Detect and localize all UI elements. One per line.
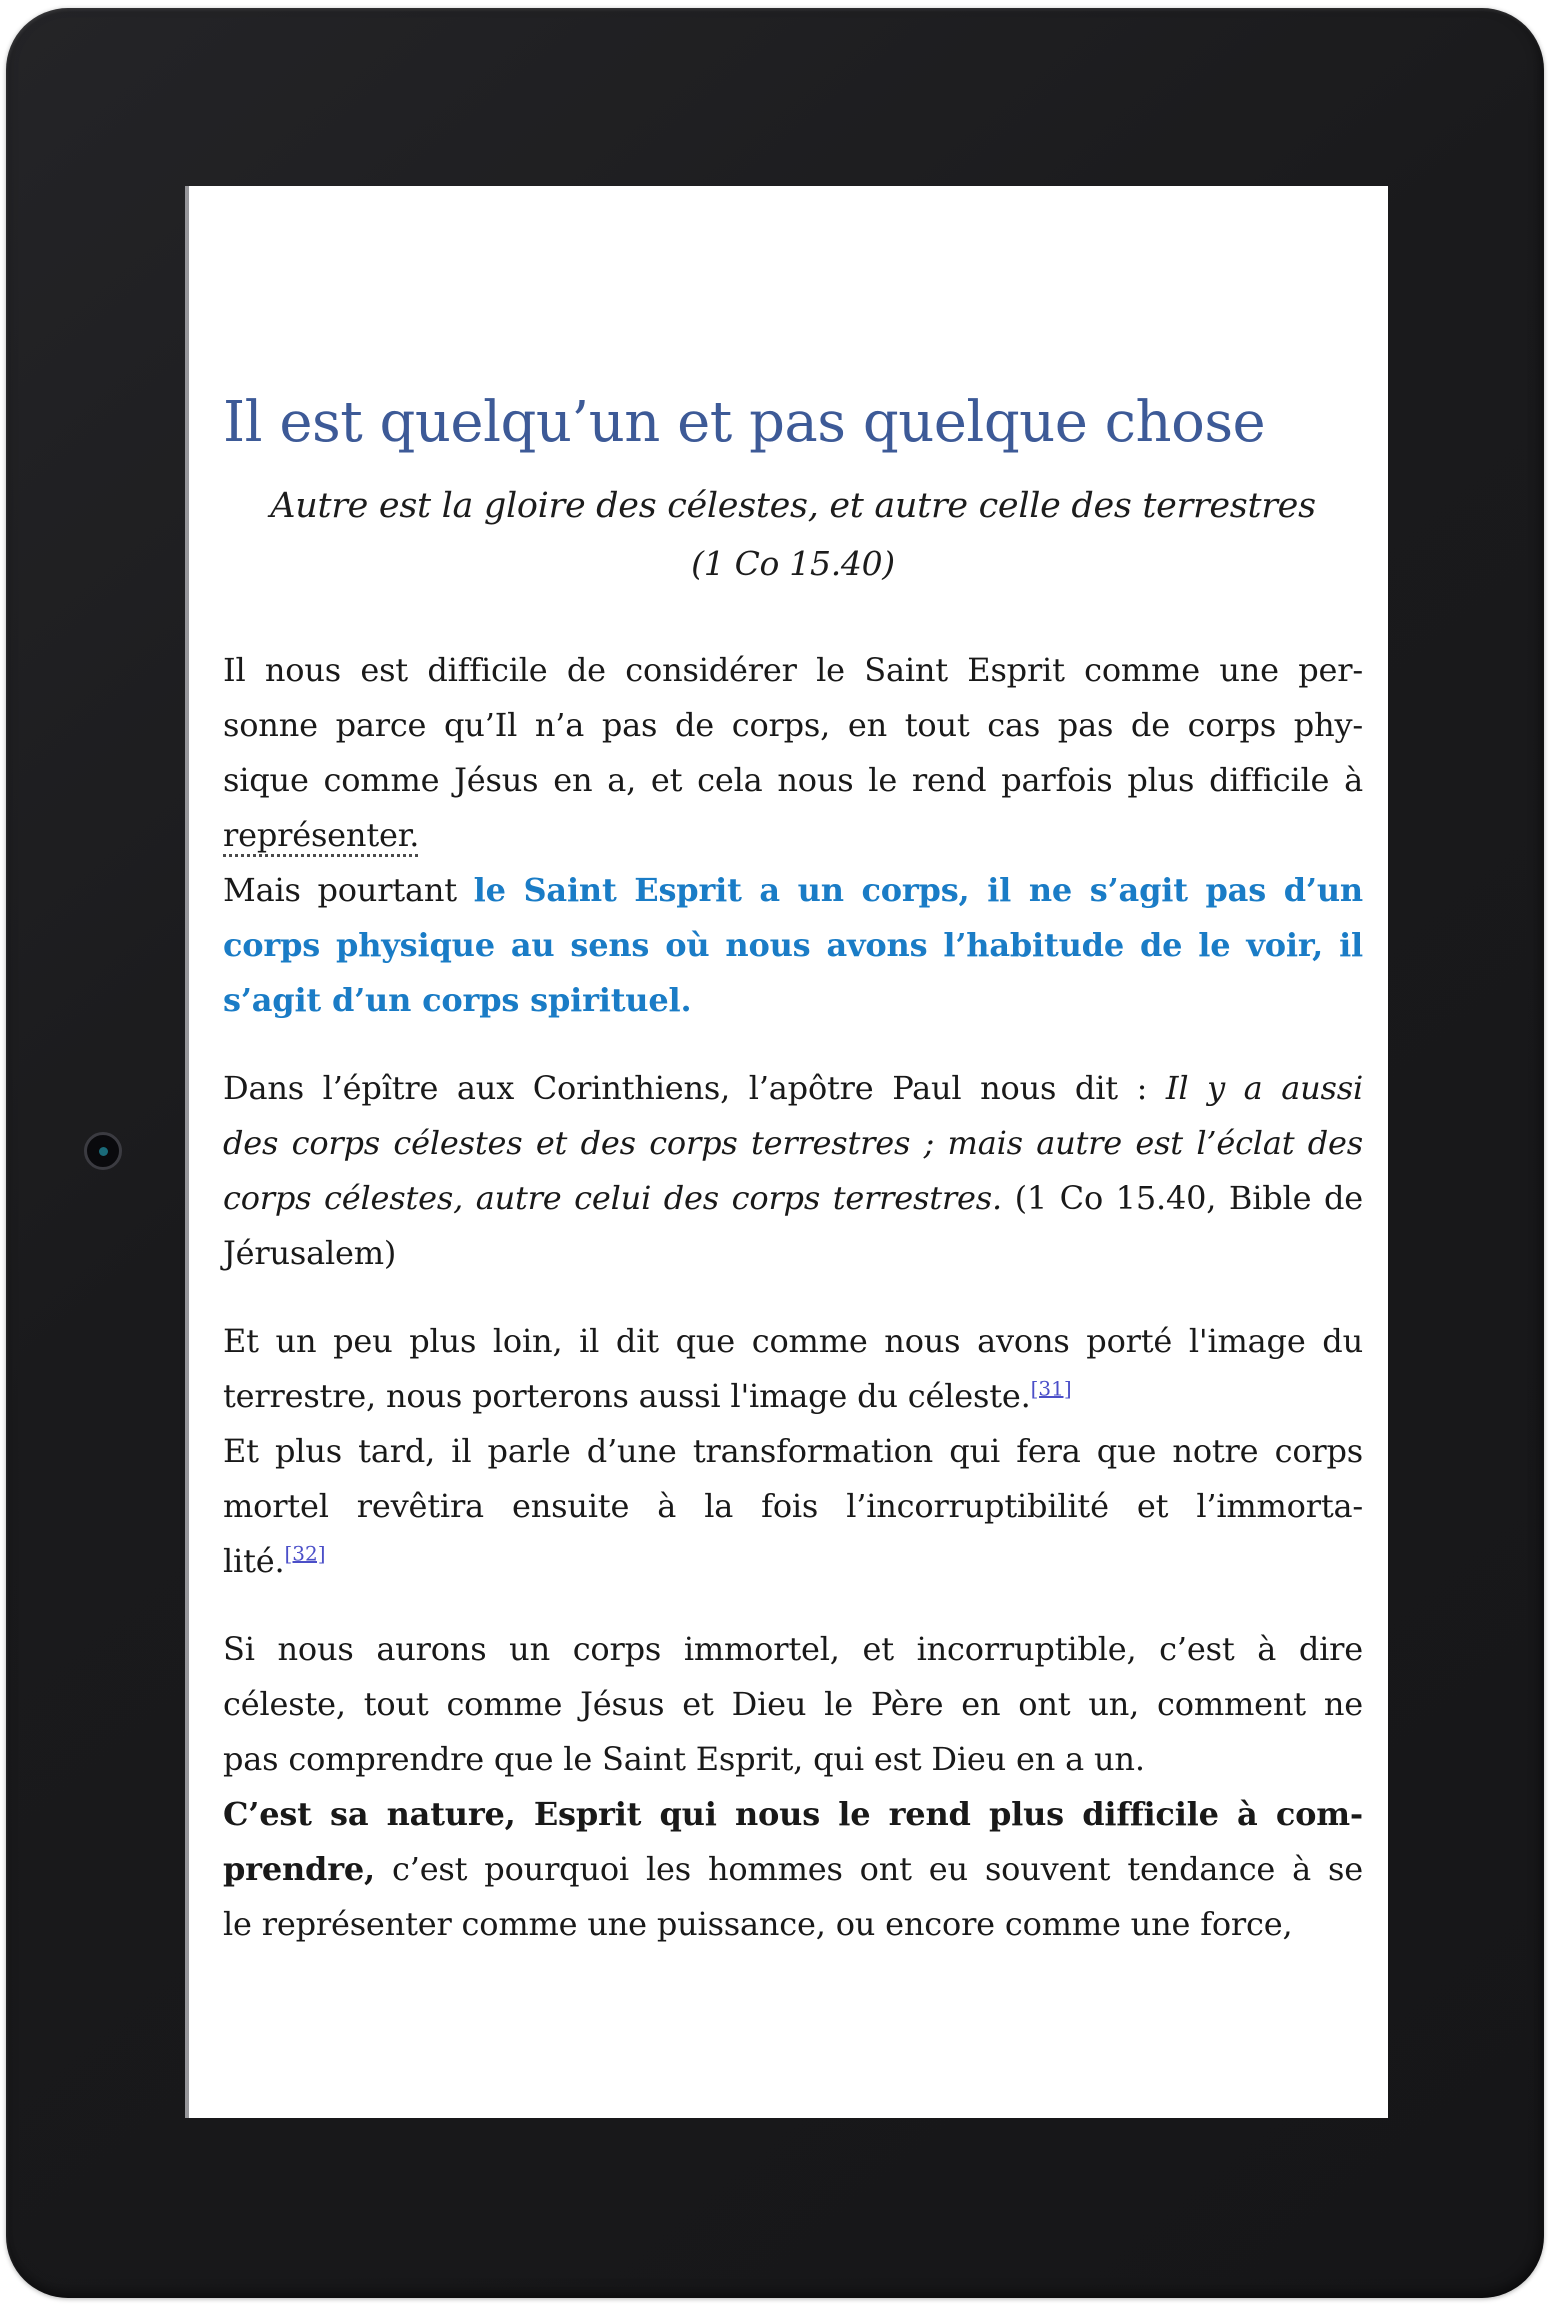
text-segment: c’est pourquoi les hommes ont eu souvent tendance à se — [375, 1850, 1363, 1888]
text-line — [223, 1534, 1363, 1589]
text-segment: Et un peu plus loin, il dit que comme nous avons porté l'image du — [223, 1322, 1363, 1360]
footnote-link-32[interactable]: [32] — [284, 1541, 326, 1566]
text-line — [223, 1061, 1363, 1116]
text-line — [223, 863, 1363, 918]
text-line — [223, 973, 1363, 1028]
text-segment: Mais pourtant — [223, 871, 474, 909]
text-line — [223, 1314, 1363, 1369]
chapter-title: Il est quelqu’un et pas quelque chose — [223, 390, 1266, 455]
text-line — [223, 753, 1363, 808]
footnote-link-31[interactable]: [31] — [1030, 1376, 1072, 1401]
text-segment: le représenter comme une puissance, ou encore comme une force, — [223, 1905, 1293, 1943]
text-segment: Il nous est difficile de considérer le Saint Esprit comme une per- — [223, 651, 1363, 689]
ereader-page[interactable] — [185, 186, 1388, 2118]
text-segment: Si nous aurons un corps immortel, et incorruptible, c’est à dire — [223, 1630, 1363, 1668]
text-line — [223, 1897, 1363, 1952]
text-line — [223, 643, 1363, 698]
text-segment: prendre, — [223, 1850, 375, 1888]
paragraph-block — [223, 1314, 1363, 1589]
text-line — [223, 1787, 1363, 1842]
text-line — [223, 1479, 1363, 1534]
text-line — [223, 808, 1363, 863]
paragraph-block — [223, 1622, 1363, 1952]
text-line — [223, 1116, 1363, 1171]
epigraph-reference: (1 Co 15.40) — [691, 544, 895, 583]
epigraph-quote: Autre est la gloire des célestes, et autre celle des terrestres — [270, 486, 1316, 526]
epigraph — [223, 477, 1363, 593]
text-line — [223, 698, 1363, 753]
text-segment: C’est sa nature, Esprit qui nous le rend plus difficile à com- — [223, 1795, 1363, 1833]
text-line — [223, 1226, 1363, 1281]
text-line — [223, 1171, 1363, 1226]
text-line — [223, 1369, 1363, 1424]
text-segment: des corps célestes et des corps terrestres ; mais autre est l’éclat des — [223, 1124, 1363, 1162]
text-line — [223, 1622, 1363, 1677]
text-segment: Et plus tard, il parle d’une transformation qui fera que notre corps — [223, 1432, 1363, 1470]
text-segment: lité. — [223, 1542, 285, 1580]
text-segment: s’agit d’un corps spirituel. — [223, 981, 692, 1019]
text-segment: terrestre, nous porterons aussi l'image du céleste. — [223, 1377, 1031, 1415]
text-line — [223, 1842, 1363, 1897]
text-segment: sonne parce qu’Il n’a pas de corps, en tout cas pas de corps phy- — [223, 706, 1363, 744]
text-line — [223, 1424, 1363, 1479]
text-segment: Dans l’épître aux Corinthiens, l’apôtre Paul nous dit : — [223, 1069, 1166, 1107]
text-segment: corps physique au sens où nous avons l’habitude de le voir, il — [223, 926, 1363, 964]
text-segment: pas comprendre que le Saint Esprit, qui est Dieu en a un. — [223, 1740, 1145, 1778]
text-segment: représenter. — [223, 816, 420, 854]
text-segment: (1 Co 15.40, Bible de — [1001, 1179, 1363, 1217]
camera-lens-glint — [99, 1147, 108, 1156]
paragraph-block — [223, 643, 1363, 1028]
text-line — [223, 918, 1363, 973]
text-segment: sique comme Jésus en a, et cela nous le rend parfois plus difficile à — [223, 761, 1363, 799]
text-segment: Il y a aussi — [1165, 1069, 1363, 1107]
tablet-device — [6, 8, 1544, 2298]
text-segment: céleste, tout comme Jésus et Dieu le Père en ont un, comment ne — [223, 1685, 1363, 1723]
text-segment: corps célestes, autre celui des corps terrestres. — [223, 1179, 1002, 1217]
body-text — [223, 643, 1363, 1952]
text-segment: le Saint Esprit a un corps, il ne s’agit pas d’un — [473, 871, 1364, 909]
text-line — [223, 1732, 1363, 1787]
text-line — [223, 1677, 1363, 1732]
text-segment: mortel revêtira ensuite à la fois l’incorruptibilité et l’immorta- — [223, 1487, 1363, 1525]
text-segment: Jérusalem) — [223, 1234, 397, 1272]
paragraph-block — [223, 1061, 1363, 1281]
front-camera-icon — [84, 1132, 122, 1170]
